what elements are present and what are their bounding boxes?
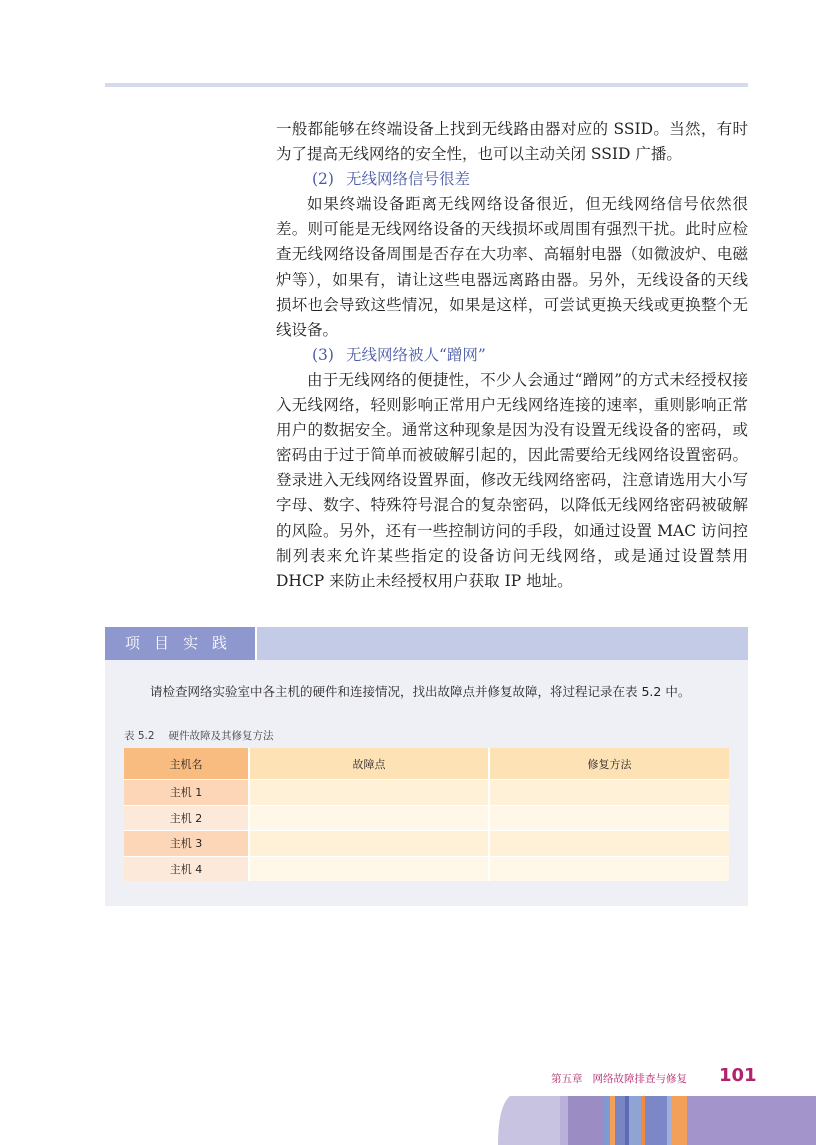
stripe-block — [641, 1096, 645, 1145]
table-row — [124, 831, 729, 857]
cell-host: 主机 4 — [124, 856, 249, 881]
paragraph-freeloading: 由于无线网络的便捷性，不少人会通过“蹭网”的方式未经授权接入无线网络，轻则影响正常用户无线网络连接的速率，重则影响正常用户的数据安全。通常这种现象是因为没有设置无线设备的密码，或密码由于过于简单而被破解引起的，因此需要给无线网络设置密码。登录进入无线网络设置界面，修改无线网络密码，注意请选用大小写字母、数字、特殊符号混合的复杂密码，以降低无线网络密码被破解的风险。另外，还有一些控制访问的手段，如通过设置 MAC 访问控制列表来允许某些指定的设备访问无线网络，或是通过设置禁用 DHCP 来防止未经授权用户获取 IP 地址。 — [276, 370, 748, 590]
practice-tab-divider — [255, 627, 257, 660]
header-fault-point: 故障点 — [249, 748, 489, 780]
stripe-block — [687, 1096, 816, 1145]
stripe-block — [615, 1096, 625, 1145]
table-caption-text: 硬件故障及其修复方法 — [168, 730, 274, 742]
stripe-block — [625, 1096, 629, 1145]
cell-repair-method[interactable] — [489, 831, 729, 857]
subhead-freeloading — [276, 343, 748, 368]
practice-title: 项目实践 — [105, 627, 255, 660]
subhead-number: (3) — [312, 345, 334, 364]
stripe-block — [645, 1096, 667, 1145]
stripe-block — [671, 1096, 687, 1145]
hardware-fault-table — [124, 748, 729, 881]
table-row — [124, 805, 729, 831]
stripe-lavender-tab — [498, 1096, 560, 1145]
paragraph-ssid: 一般都能够在终端设备上找到无线路由器对应的 SSID。当然，有时为了提高无线网络的安全性，也可以主动关闭 SSID 广播。 — [276, 120, 748, 164]
header-rule — [105, 83, 748, 87]
cell-repair-method[interactable] — [489, 780, 729, 806]
footer-decorative-stripes — [0, 1096, 816, 1145]
footer-chapter — [551, 1071, 687, 1086]
cell-repair-method[interactable] — [489, 805, 729, 831]
header-repair-method: 修复方法 — [489, 748, 729, 780]
table-header-row — [124, 748, 729, 780]
header-host: 主机名 — [124, 748, 249, 780]
page-number: 101 — [719, 1065, 757, 1086]
stripe-block — [560, 1096, 568, 1145]
footer-chapter-title: 网络故障排查与修复 — [592, 1073, 687, 1085]
subhead-title: 无线网络信号很差 — [345, 170, 470, 189]
cell-repair-method[interactable] — [489, 856, 729, 881]
table-caption — [124, 728, 274, 743]
body-text — [276, 117, 748, 594]
cell-host: 主机 1 — [124, 780, 249, 806]
subhead-title: 无线网络被人“蹭网” — [345, 345, 486, 364]
stripe-block — [667, 1096, 671, 1145]
stripe-block — [568, 1096, 604, 1145]
subhead-weak-signal — [276, 167, 748, 192]
project-practice-box — [105, 627, 748, 906]
cell-fault-point[interactable] — [249, 805, 489, 831]
stripe-block — [610, 1096, 615, 1145]
stripe-block — [604, 1096, 610, 1145]
stripe-block — [629, 1096, 641, 1145]
cell-host: 主机 3 — [124, 831, 249, 857]
cell-fault-point[interactable] — [249, 780, 489, 806]
table-row — [124, 856, 729, 881]
cell-host: 主机 2 — [124, 805, 249, 831]
practice-header-bar — [105, 627, 748, 660]
footer-chapter-number: 第五章 — [551, 1073, 583, 1085]
cell-fault-point[interactable] — [249, 856, 489, 881]
table-row — [124, 780, 729, 806]
paragraph-weak-signal: 如果终端设备距离无线网络设备很近，但无线网络信号依然很差。则可能是无线网络设备的天线损坏或周围有强烈干扰。此时应检查无线网络设备周围是否存在大功率、高辐射电器（如微波炉、电磁炉等），如果有，请让这些电器远离路由器。另外，无线设备的天线损坏也会导致这些情况，如果是这样，可尝试更换天线或更换整个无线设备。 — [276, 195, 748, 339]
practice-instruction: 请检查网络实验室中各主机的硬件和连接情况，找出故障点并修复故障，将过程记录在表 5.2 中。 — [150, 684, 691, 699]
table-caption-number: 表 5.2 — [124, 730, 155, 742]
cell-fault-point[interactable] — [249, 831, 489, 857]
subhead-number: (2) — [312, 170, 334, 189]
